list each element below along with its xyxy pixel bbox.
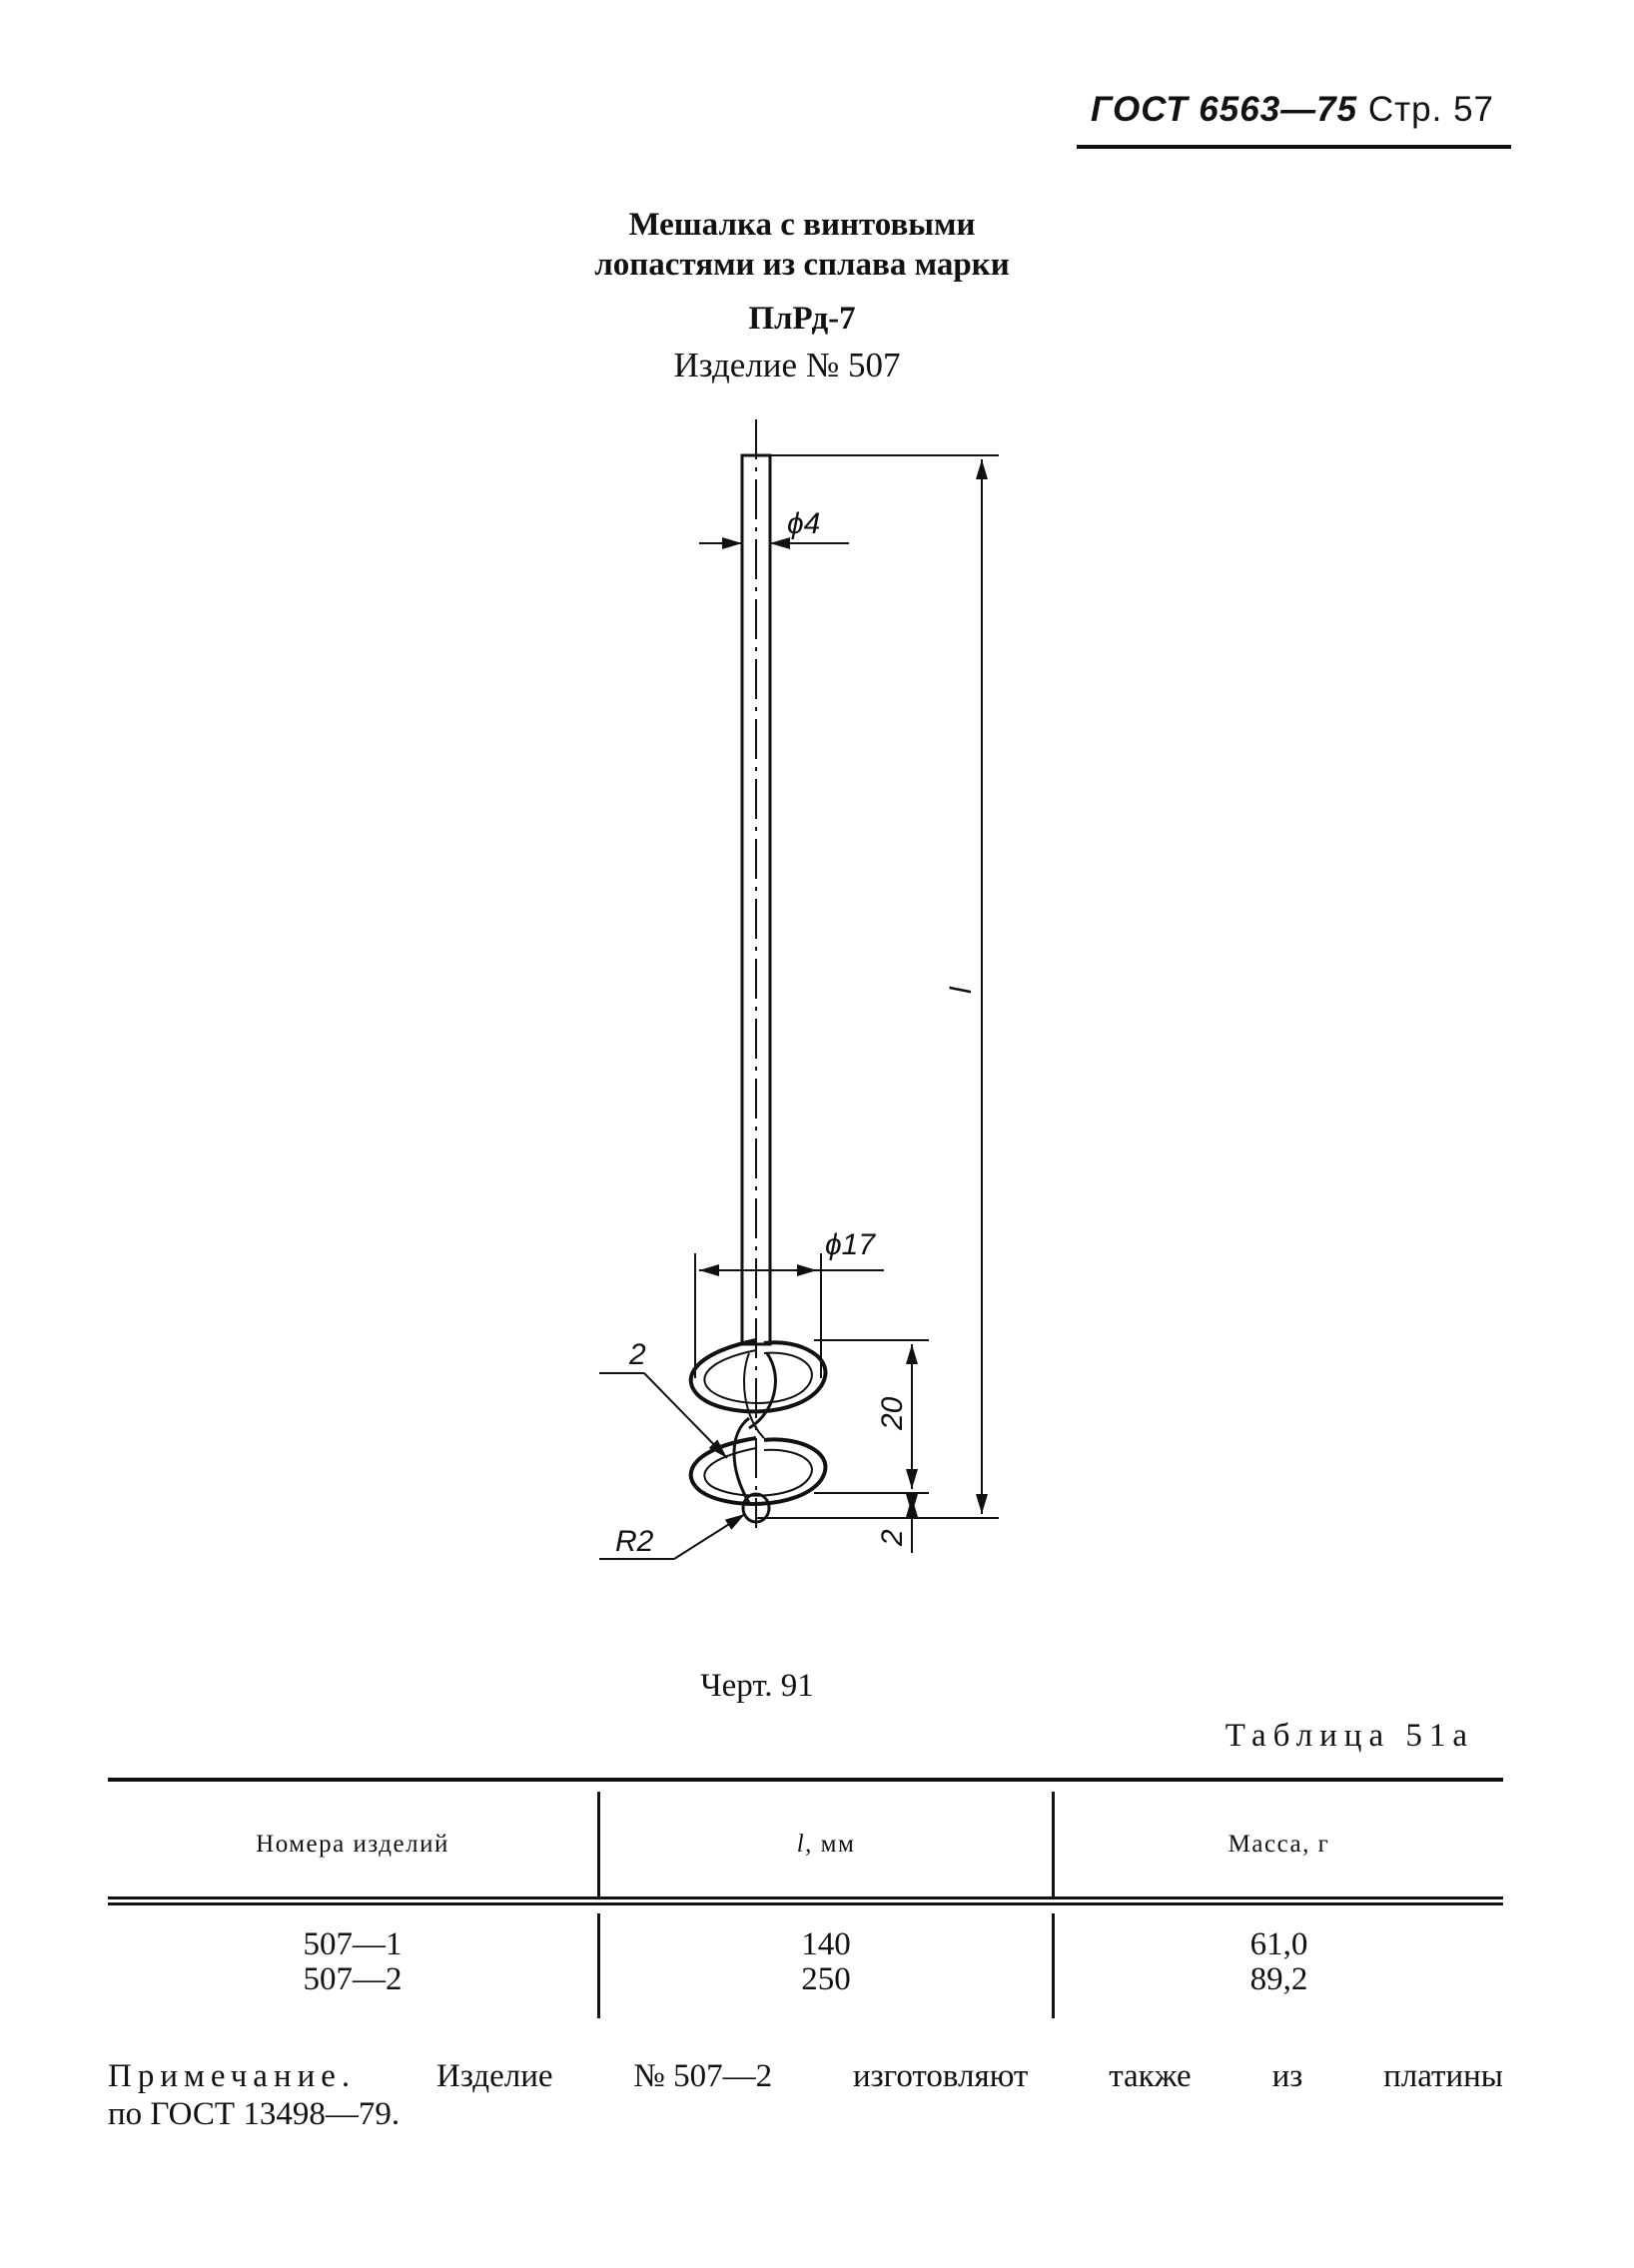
table-cell: 507—1 <box>303 1926 403 1962</box>
header-mass: Масса, г <box>1052 1792 1503 1896</box>
table-cell: 507—2 <box>303 1961 403 1997</box>
note <box>108 2057 1503 2133</box>
title-line-2: лопастями из сплава марки <box>594 247 1010 283</box>
table-header-rule <box>108 1896 1503 1905</box>
data-table <box>108 1778 1503 2018</box>
table-cell: 61,0 <box>1249 1926 1308 1962</box>
page-header <box>1091 90 1494 130</box>
table-top-rule <box>108 1778 1503 1782</box>
table-body <box>108 1913 1503 2018</box>
note-word: из <box>1271 2058 1303 2094</box>
note-label: Примечание. <box>108 2058 357 2094</box>
page-number: Стр. 57 <box>1367 90 1494 129</box>
dim-pitch: 20 <box>876 1396 909 1430</box>
header-length <box>597 1792 1052 1896</box>
table-cell: 89,2 <box>1249 1961 1308 1997</box>
note-word: изготовляют <box>852 2058 1029 2094</box>
table-cell: 140 <box>801 1926 851 1962</box>
table-label: Таблица 51а <box>1225 1718 1474 1754</box>
note-line-2: по ГОСТ 13498—79. <box>108 2096 401 2132</box>
table-cell: 250 <box>801 1961 851 1997</box>
title-line-1: Мешалка с винтовыми <box>628 207 976 243</box>
drawing-caption: Черт. 91 <box>700 1668 814 1704</box>
note-word: также <box>1109 2058 1192 2094</box>
dim-tip: 2 <box>876 1529 909 1546</box>
dim-shaft-diameter: ϕ4 <box>787 507 821 540</box>
stirrer-drawing <box>599 419 1019 1618</box>
header-rule <box>1077 145 1511 149</box>
header-length-unit: , мм <box>805 1831 856 1858</box>
dim-blade-diameter: ϕ17 <box>825 1228 876 1261</box>
note-word: № 507—2 <box>633 2058 773 2094</box>
header-length-symbol: l <box>796 1831 806 1858</box>
note-line-1 <box>108 2057 1503 2095</box>
table-header-row <box>108 1792 1503 1896</box>
column-mass <box>1052 1913 1503 2018</box>
dim-blade-thickness: 2 <box>629 1338 646 1371</box>
column-numbers <box>108 1913 597 2018</box>
header-numbers: Номера изделий <box>256 1831 449 1858</box>
title-line-3: ПлРд-7 <box>748 301 856 337</box>
column-length <box>597 1913 1052 2018</box>
standard-number: ГОСТ 6563—75 <box>1091 90 1358 129</box>
dim-length: l <box>945 987 978 994</box>
dim-radius: R2 <box>615 1525 654 1558</box>
note-word: платины <box>1383 2058 1503 2094</box>
note-word: Изделие <box>436 2058 553 2094</box>
document-title <box>0 205 1634 339</box>
product-label: Изделие № 507 <box>673 346 901 384</box>
blade-upper <box>691 1340 826 1411</box>
